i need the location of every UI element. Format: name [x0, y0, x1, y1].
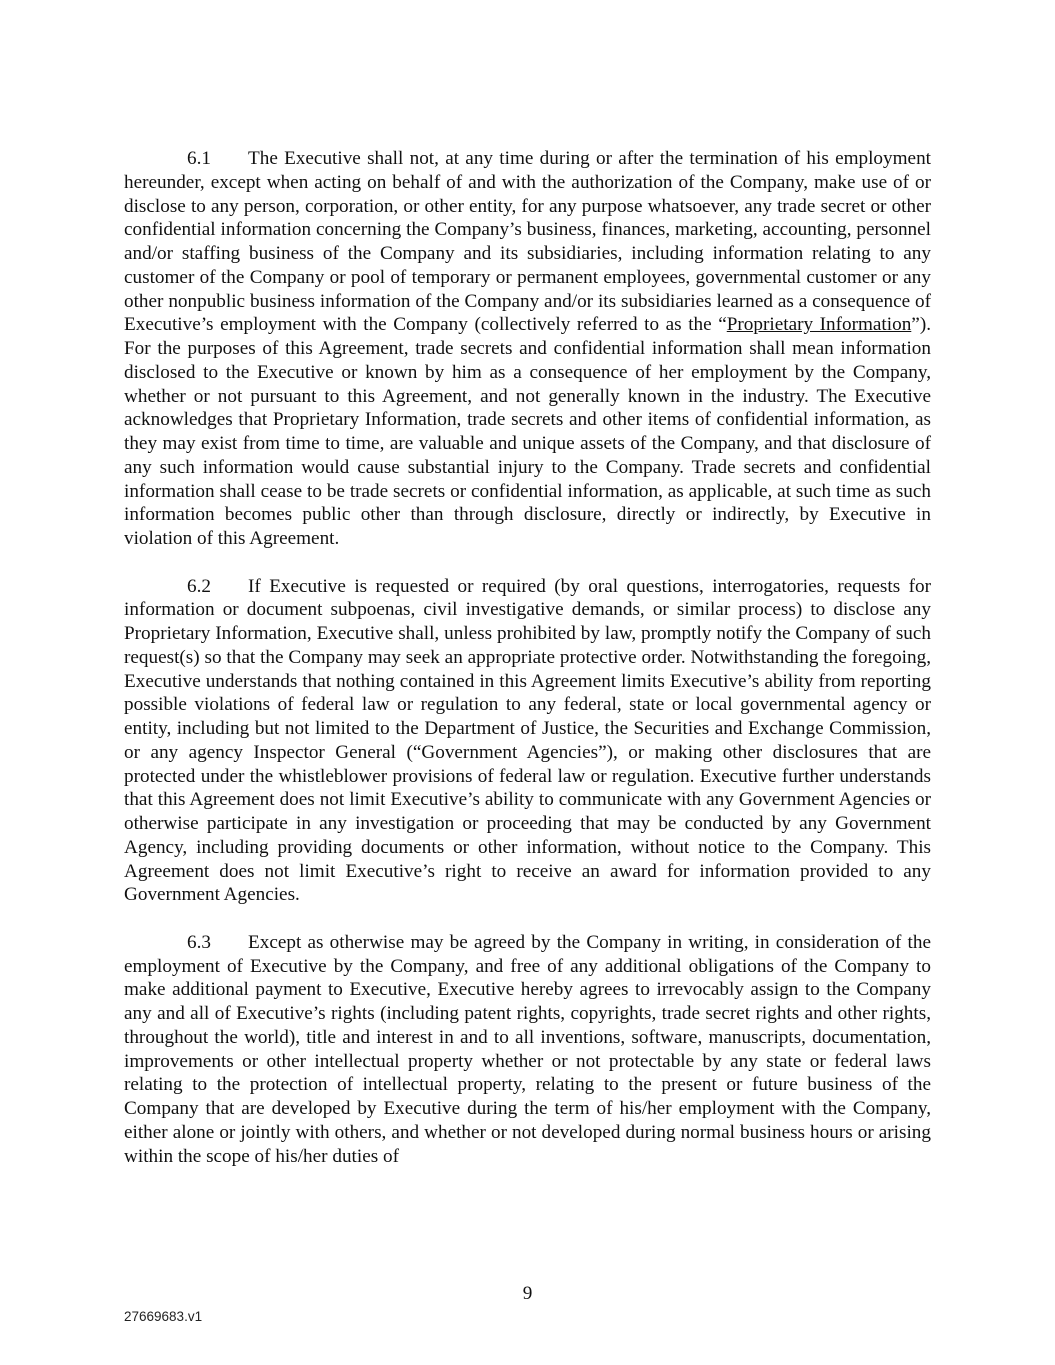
document-body	[124, 147, 931, 1192]
section-6-1	[124, 147, 931, 551]
section-number: 6.3	[187, 931, 211, 953]
defined-term-proprietary-information: Proprietary Information	[726, 314, 912, 336]
section-text: Except as otherwise may be agreed by the Company in writing, in consideration of the employment of Executive by the Company, and free of any additional obligations of the Company to make additional payment to Executive, Executive hereby agrees to irrevocably assign to the Company any and all of Executive’s rights (including patent rights, copyrights, trade secret rights and other rights, throughout the world), title and interest in and to all inventions, software, manuscripts, documentation, improvements or other intellectual property whether or not protectable by any state or federal laws relating to the protection of intellectual property, relating to the present or future business of the Company that are developed by Executive during the term of his/her employment with the Company, either alone or jointly with others, and whether or not developed during normal business hours or arising within the scope of his/her duties of	[124, 931, 931, 1167]
section-6-2	[124, 575, 931, 908]
section-text: The Executive shall not, at any time during or after the termination of his employment hereunder, except when acting on behalf of and with the authorization of the Company, make use of or disclose to any person, corporation, or other entity, for any purpose whatsoever, any trade secret or other confidential information concerning the Company’s business, finances, marketing, accounting, personnel and/or staffing business of the Company and its subsidiaries, including information relating to any customer of the Company or pool of temporary or permanent employees, governmental customer or any other nonpublic business information of the Company and/or its subsidiaries learned as a consequence of Executive’s employment with the Company (collectively referred to as the “	[124, 148, 931, 336]
section-number: 6.2	[187, 575, 211, 597]
document-id: 27669683.v1	[124, 1309, 203, 1324]
section-number: 6.1	[187, 148, 211, 169]
section-text: If Executive is requested or required (by oral questions, interrogatories, requests for information or document subpoenas, civil investigative demands, or similar process) to disclose any Proprietary Information, Executive shall, unless prohibited by law, promptly notify the Company of such request(s) so that the Company may seek an appropriate protective order. Notwithstanding the foregoing, Executive understands that nothing contained in this Agreement limits Executive’s ability from reporting possible violations of federal law or regulation to any federal, state or local governmental agency or entity, including but not limited to the Department of Justice, the Securities and Exchange Commission, or any agency Inspector General (“Government Agencies”), or making other disclosures that are protected under the whistleblower provisions of federal law or regulation. Executive further understands that this Agreement does not limit Executive’s ability to communicate with any Government Agencies or otherwise participate in any investigation or proceeding that may be conducted by any Government Agency, including providing documents or other information, without notice to the Company. This Agreement does not limit Executive’s right to receive an award for information provided to any Government Agencies.	[124, 575, 931, 906]
section-text: ”). For the purposes of this Agreement, trade secrets and confidential information shall mean information disclosed to the Executive or known by him as a consequence of her employment by the Company, whether or not pursuant to this Agreement, and not generally known in the industry. The Executive acknowledges that Proprietary Information, trade secrets and other items of confidential information, as they may exist from time to time, are valuable and unique assets of the Company, and that disclosure of any such information would cause substantial injury to the Company. Trade secrets and confidential information shall cease to be trade secrets or confidential information, as applicable, at such time as such information becomes public other than through disclosure, directly or indirectly, by Executive in violation of this Agreement.	[124, 314, 931, 549]
section-6-3	[124, 931, 931, 1169]
page-number: 9	[522, 1283, 533, 1304]
